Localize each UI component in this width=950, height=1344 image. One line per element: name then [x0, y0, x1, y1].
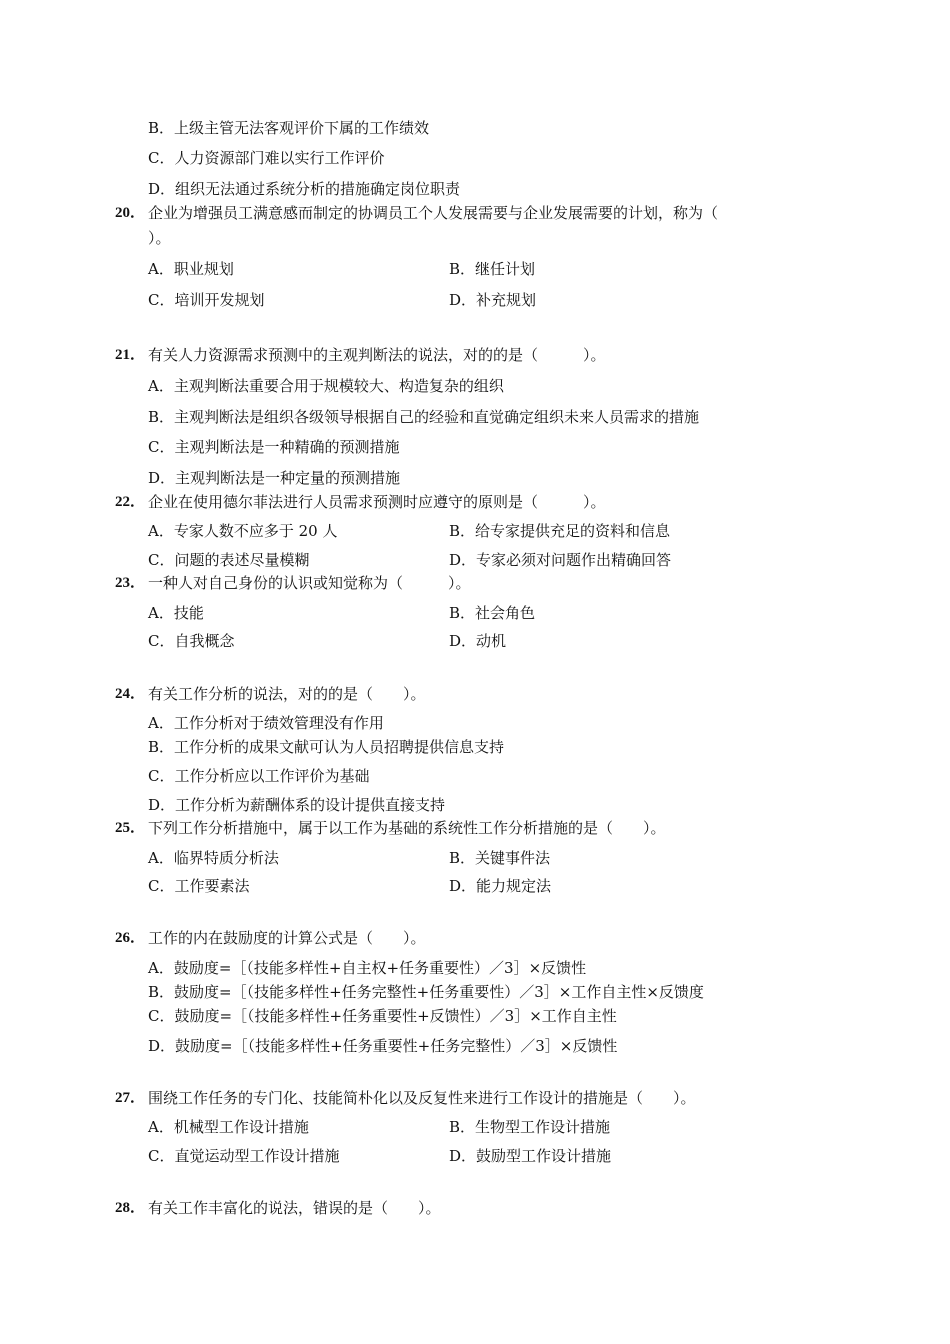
- question-text: 企业在使用德尔菲法进行人员需求预测时应遵守的原则是（ ）。: [148, 493, 606, 511]
- question-number: 21．: [115, 347, 146, 363]
- option-b: B．上级主管无法客观评价下属的工作绩效: [148, 119, 430, 137]
- option-a: A．机械型工作设计措施: [148, 1118, 309, 1136]
- question-number: 28．: [115, 1200, 146, 1216]
- option-c: C．自我概念: [148, 632, 235, 650]
- option-c: C．工作分析应以工作评价为基础: [148, 767, 370, 785]
- question-text: 一种人对自己身份的认识或知觉称为（ ）。: [148, 574, 471, 592]
- question-number: 27．: [115, 1090, 146, 1106]
- option-d: D．补充规划: [449, 291, 537, 309]
- option-a: A．工作分析对于绩效管理没有作用: [148, 714, 384, 732]
- option-c: C．鼓励度=［（技能多样性+任务重要性+反馈性）／3］×工作自主性: [148, 1007, 617, 1025]
- question-text-continued: ）。: [148, 229, 171, 247]
- option-b: B．社会角色: [449, 604, 536, 622]
- option-d: D．鼓励型工作设计措施: [449, 1147, 612, 1165]
- option-c: C．问题的表述尽量模糊: [148, 551, 310, 569]
- question-number: 23．: [115, 575, 146, 591]
- option-b: B．继任计划: [449, 260, 536, 278]
- option-a: A．临界特质分析法: [148, 849, 279, 867]
- option-b: B．鼓励度=［（技能多样性+任务完整性+任务重要性）／3］×工作自主性×反馈度: [148, 983, 704, 1001]
- option-a: A．专家人数不应多于 20 人: [148, 522, 338, 540]
- option-b: B．生物型工作设计措施: [449, 1118, 611, 1136]
- option-a: A．职业规划: [148, 260, 234, 278]
- option-b: B．工作分析的成果文献可认为人员招聘提供信息支持: [148, 738, 505, 756]
- option-c: C．直觉运动型工作设计措施: [148, 1147, 340, 1165]
- question-number: 25．: [115, 820, 146, 836]
- option-b: B．给专家提供充足的资料和信息: [449, 522, 671, 540]
- question-text: 工作的内在鼓励度的计算公式是（ ）。: [148, 929, 426, 947]
- option-d: D．鼓励度=［（技能多样性+任务重要性+任务完整性）／3］×反馈性: [148, 1037, 618, 1055]
- option-d: D．主观判断法是一种定量的预测措施: [148, 469, 401, 487]
- option-b: B．关键事件法: [449, 849, 551, 867]
- question-number: 24．: [115, 686, 146, 702]
- option-d: D．组织无法通过系统分析的措施确定岗位职责: [148, 180, 461, 198]
- question-number: 22．: [115, 494, 146, 510]
- option-d: D．工作分析为薪酬体系的设计提供直接支持: [148, 796, 446, 814]
- option-c: C．主观判断法是一种精确的预测措施: [148, 438, 400, 456]
- option-b: B．主观判断法是组织各级领导根据自己的经验和直觉确定组织未来人员需求的措施: [148, 408, 700, 426]
- option-d: D．专家必须对问题作出精确回答: [449, 551, 672, 569]
- question-text: 围绕工作任务的专门化、技能简朴化以及反复性来进行工作设计的措施是（ ）。: [148, 1089, 696, 1107]
- question-text: 下列工作分析措施中，属于以工作为基础的系统性工作分析措施的是（ ）。: [148, 819, 666, 837]
- question-text: 有关工作丰富化的说法，错误的是（ ）。: [148, 1199, 441, 1217]
- option-a: A．技能: [148, 604, 204, 622]
- question-number: 26．: [115, 930, 146, 946]
- option-a: A．主观判断法重要合用于规模较大、构造复杂的组织: [148, 377, 504, 395]
- question-text: 有关工作分析的说法，对的的是（ ）。: [148, 685, 426, 703]
- question-text: 有关人力资源需求预测中的主观判断法的说法，对的的是（ ）。: [148, 346, 606, 364]
- option-a: A．鼓励度=［（技能多样性+自主权+任务重要性）／3］×反馈性: [148, 959, 587, 977]
- option-c: C．培训开发规划: [148, 291, 265, 309]
- question-number: 20．: [115, 205, 146, 221]
- option-c: C．人力资源部门难以实行工作评价: [148, 149, 385, 167]
- option-d: D．能力规定法: [449, 877, 552, 895]
- question-text: 企业为增强员工满意感而制定的协调员工个人发展需要与企业发展需要的计划，称为（: [148, 204, 719, 222]
- option-d: D．动机: [449, 632, 507, 650]
- option-c: C．工作要素法: [148, 877, 250, 895]
